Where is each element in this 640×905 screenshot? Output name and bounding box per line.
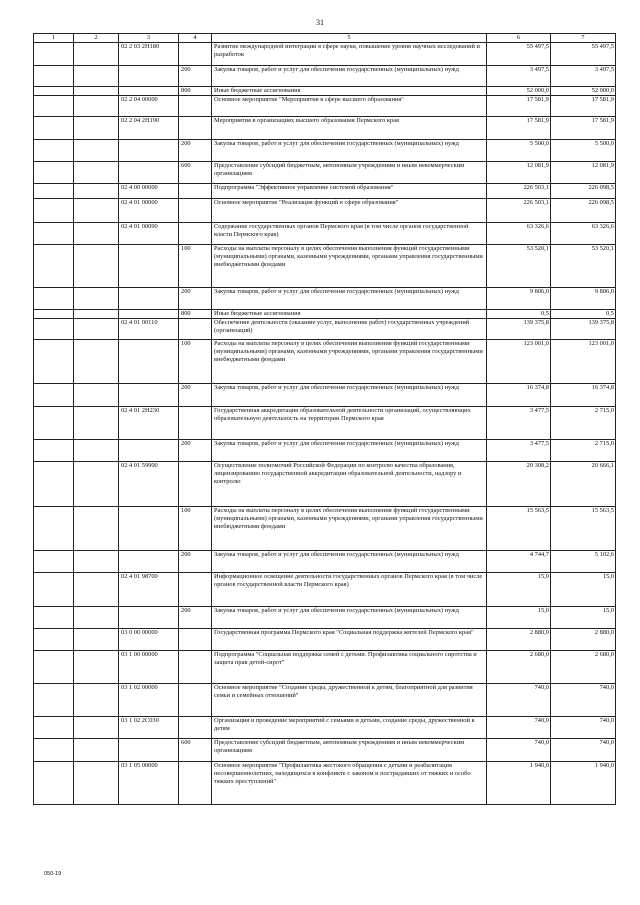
cell-type: 100 [179, 245, 212, 288]
cell-col2 [74, 629, 119, 651]
cell-code [119, 245, 179, 288]
table-row [34, 739, 616, 762]
cell-amount-1: 5 500,0 [487, 140, 551, 162]
cell-name: Предоставление субсидий бюджетным, автономным учреждениям и иным некоммерческим организациям [212, 162, 487, 184]
cell-col2 [74, 607, 119, 629]
cell-col1 [34, 162, 74, 184]
cell-name: Обеспечение деятельности (оказание услуг, выполнение работ) государственных учреждений (организаций) [212, 319, 487, 340]
cell-code: 03 0 00 00000 [119, 629, 179, 651]
cell-col1 [34, 407, 74, 440]
cell-amount-2: 2 715,0 [551, 440, 616, 462]
cell-code [119, 440, 179, 462]
cell-col2 [74, 43, 119, 66]
header-row [34, 34, 616, 43]
cell-col1 [34, 199, 74, 223]
cell-col1 [34, 573, 74, 607]
cell-amount-1: 17 581,9 [487, 117, 551, 140]
cell-amount-1: 17 581,9 [487, 96, 551, 117]
page-number: 31 [316, 18, 324, 27]
cell-amount-1: 3 477,5 [487, 440, 551, 462]
column-header-1: 1 [34, 34, 74, 43]
cell-amount-2: 2 680,0 [551, 651, 616, 684]
cell-amount-2: 0,5 [551, 310, 616, 319]
table-row [34, 319, 616, 340]
column-header-6: 6 [487, 34, 551, 43]
cell-amount-2: 16 374,8 [551, 384, 616, 407]
cell-amount-2: 9 806,0 [551, 288, 616, 310]
column-header-3: 3 [119, 34, 179, 43]
cell-name: Закупка товаров, работ и услуг для обеспечения государственных (муниципальных) нужд [212, 607, 487, 629]
cell-col2 [74, 717, 119, 739]
table-row [34, 384, 616, 407]
cell-amount-1: 16 374,8 [487, 384, 551, 407]
cell-col2 [74, 310, 119, 319]
cell-code [119, 507, 179, 551]
cell-col1 [34, 607, 74, 629]
cell-amount-1: 52 000,0 [487, 87, 551, 96]
budget-table [33, 33, 616, 805]
cell-type [179, 407, 212, 440]
cell-amount-1: 740,0 [487, 739, 551, 762]
cell-amount-2: 63 326,6 [551, 223, 616, 245]
cell-code [119, 739, 179, 762]
cell-amount-2: 17 581,9 [551, 117, 616, 140]
cell-col2 [74, 407, 119, 440]
cell-name: Закупка товаров, работ и услуг для обеспечения государственных (муниципальных) нужд [212, 66, 487, 87]
table-row [34, 43, 616, 66]
cell-amount-2: 53 520,1 [551, 245, 616, 288]
cell-code: 02 4 00 00000 [119, 184, 179, 199]
cell-col1 [34, 717, 74, 739]
cell-type: 800 [179, 310, 212, 319]
cell-amount-2: 123 001,0 [551, 340, 616, 384]
cell-amount-1: 740,0 [487, 717, 551, 739]
table-row [34, 762, 616, 805]
cell-col2 [74, 739, 119, 762]
cell-amount-1: 123 001,0 [487, 340, 551, 384]
cell-type: 200 [179, 66, 212, 87]
cell-col1 [34, 288, 74, 310]
table-row [34, 629, 616, 651]
cell-col2 [74, 319, 119, 340]
table-row [34, 223, 616, 245]
cell-amount-2: 226 098,5 [551, 199, 616, 223]
cell-code [119, 384, 179, 407]
cell-code: 02 4 01 59900 [119, 462, 179, 507]
cell-amount-2: 5 102,6 [551, 551, 616, 573]
cell-name: Подпрограмма "Эффективное управление системой образования" [212, 184, 487, 199]
table-row [34, 117, 616, 140]
cell-name: Закупка товаров, работ и услуг для обеспечения государственных (муниципальных) нужд [212, 440, 487, 462]
cell-code: 02 2 04 00000 [119, 96, 179, 117]
cell-code: 03 1 00 00000 [119, 651, 179, 684]
cell-col1 [34, 340, 74, 384]
cell-type [179, 573, 212, 607]
cell-col1 [34, 507, 74, 551]
cell-name: Расходы на выплаты персоналу в целях обеспечения выполнения функций государственными (муниципальными) органами, казенными учреждениями, органами управления государственными внебюджетными фондами [212, 507, 487, 551]
cell-col1 [34, 223, 74, 245]
cell-code: 02 4 01 98700 [119, 573, 179, 607]
cell-type: 200 [179, 551, 212, 573]
cell-col2 [74, 651, 119, 684]
cell-type: 200 [179, 440, 212, 462]
cell-amount-1: 15,0 [487, 607, 551, 629]
table-row [34, 340, 616, 384]
cell-col2 [74, 162, 119, 184]
cell-col2 [74, 223, 119, 245]
cell-code [119, 87, 179, 96]
cell-col1 [34, 319, 74, 340]
cell-amount-1: 226 503,1 [487, 184, 551, 199]
cell-col2 [74, 573, 119, 607]
table-row [34, 87, 616, 96]
column-header-2: 2 [74, 34, 119, 43]
cell-col2 [74, 288, 119, 310]
table-row [34, 184, 616, 199]
cell-type [179, 43, 212, 66]
table-row [34, 462, 616, 507]
cell-col2 [74, 684, 119, 717]
cell-amount-2: 15,0 [551, 607, 616, 629]
cell-col1 [34, 184, 74, 199]
cell-col1 [34, 684, 74, 717]
cell-col1 [34, 66, 74, 87]
cell-name: Иные бюджетные ассигнования [212, 310, 487, 319]
column-header-4: 4 [179, 34, 212, 43]
cell-col1 [34, 762, 74, 805]
column-header-5: 5 [212, 34, 487, 43]
cell-col2 [74, 245, 119, 288]
cell-code: 03 1 05 00000 [119, 762, 179, 805]
table-row [34, 440, 616, 462]
cell-amount-2: 3 497,5 [551, 66, 616, 87]
cell-col2 [74, 184, 119, 199]
cell-type [179, 319, 212, 340]
cell-type [179, 462, 212, 507]
cell-col1 [34, 629, 74, 651]
cell-code [119, 140, 179, 162]
cell-type [179, 684, 212, 717]
cell-type: 200 [179, 384, 212, 407]
cell-name: Мероприятия в организациях высшего образования Пермского края [212, 117, 487, 140]
cell-type [179, 199, 212, 223]
table-row [34, 684, 616, 717]
cell-col1 [34, 310, 74, 319]
cell-type [179, 184, 212, 199]
cell-col1 [34, 117, 74, 140]
cell-amount-1: 53 520,1 [487, 245, 551, 288]
table-row [34, 96, 616, 117]
cell-amount-1: 4 744,7 [487, 551, 551, 573]
table-row [34, 573, 616, 607]
cell-amount-2: 1 940,0 [551, 762, 616, 805]
cell-col2 [74, 66, 119, 87]
cell-code: 02 4 01 00090 [119, 223, 179, 245]
cell-col2 [74, 551, 119, 573]
cell-col2 [74, 199, 119, 223]
cell-type: 600 [179, 739, 212, 762]
cell-col2 [74, 462, 119, 507]
cell-type: 200 [179, 140, 212, 162]
table-row [34, 310, 616, 319]
table-row [34, 199, 616, 223]
cell-type: 200 [179, 288, 212, 310]
cell-col1 [34, 245, 74, 288]
cell-amount-1: 15 563,5 [487, 507, 551, 551]
cell-code: 02 2 04 2Н190 [119, 117, 179, 140]
cell-type [179, 223, 212, 245]
cell-col2 [74, 87, 119, 96]
cell-amount-2: 12 081,9 [551, 162, 616, 184]
cell-name: Расходы на выплаты персоналу в целях обеспечения выполнения функций государственными (муниципальными) органами, казенными учреждениями, органами управления государственными внебюджетными фондами [212, 245, 487, 288]
cell-code: 02 4 01 00000 [119, 199, 179, 223]
table-row [34, 551, 616, 573]
cell-amount-1: 55 497,5 [487, 43, 551, 66]
cell-amount-1: 740,0 [487, 684, 551, 717]
cell-amount-2: 55 497,5 [551, 43, 616, 66]
cell-name: Государственная аккредитация образовательной деятельности организаций, осуществляющих образовательную деятельность на территории Пермского края [212, 407, 487, 440]
cell-type [179, 629, 212, 651]
cell-name: Иные бюджетные ассигнования [212, 87, 487, 96]
cell-name: Развитие международной интеграции в сфере науки, повышение уровня научных исследований и разработок [212, 43, 487, 66]
cell-amount-2: 15 563,5 [551, 507, 616, 551]
cell-name: Закупка товаров, работ и услуг для обеспечения государственных (муниципальных) нужд [212, 551, 487, 573]
cell-code: 02 4 01 2Н230 [119, 407, 179, 440]
cell-col2 [74, 507, 119, 551]
cell-amount-2: 2 880,0 [551, 629, 616, 651]
cell-name: Содержание государственных органов Пермского края (в том числе органов государственной власти Пермского края) [212, 223, 487, 245]
table-row [34, 162, 616, 184]
cell-amount-1: 20 308,2 [487, 462, 551, 507]
cell-amount-1: 3 477,5 [487, 407, 551, 440]
cell-amount-1: 1 940,0 [487, 762, 551, 805]
cell-col1 [34, 384, 74, 407]
cell-col1 [34, 739, 74, 762]
cell-type [179, 117, 212, 140]
cell-name: Основное мероприятие "Мероприятия в сфере высшего образования" [212, 96, 487, 117]
cell-col1 [34, 140, 74, 162]
cell-type [179, 651, 212, 684]
cell-col2 [74, 140, 119, 162]
cell-name: Основное мероприятие "Профилактика жестокого обращения с детьми и реабилитация несовершеннолетних, находящихся в конфликте с законом и пострадавших от тяжких и особо тяжких преступлений" [212, 762, 487, 805]
cell-col1 [34, 462, 74, 507]
cell-code: 02 2 03 2Н180 [119, 43, 179, 66]
cell-col1 [34, 440, 74, 462]
table-row [34, 717, 616, 739]
cell-type [179, 717, 212, 739]
cell-amount-2: 20 666,1 [551, 462, 616, 507]
cell-code [119, 288, 179, 310]
cell-amount-1: 226 503,1 [487, 199, 551, 223]
cell-col2 [74, 384, 119, 407]
cell-amount-1: 3 497,5 [487, 66, 551, 87]
cell-amount-1: 15,0 [487, 573, 551, 607]
cell-type: 200 [179, 607, 212, 629]
cell-name: Основное мероприятие "Реализация функций в сфере образования" [212, 199, 487, 223]
cell-amount-2: 226 098,5 [551, 184, 616, 199]
cell-name: Организация и проведение мероприятий с семьями и детьми, создание среды, дружественной к детям [212, 717, 487, 739]
cell-name: Предоставление субсидий бюджетным, автономным учреждениям и иным некоммерческим организациям [212, 739, 487, 762]
cell-amount-2: 740,0 [551, 739, 616, 762]
cell-name: Подпрограмма "Социальная поддержка семей с детьми. Профилактика социального сиротства и защита прав детей-сирот" [212, 651, 487, 684]
cell-amount-2: 52 000,0 [551, 87, 616, 96]
cell-name: Закупка товаров, работ и услуг для обеспечения государственных (муниципальных) нужд [212, 384, 487, 407]
column-header-7: 7 [551, 34, 616, 43]
cell-amount-2: 2 715,0 [551, 407, 616, 440]
cell-code: 02 4 01 00110 [119, 319, 179, 340]
cell-type [179, 762, 212, 805]
cell-name: Закупка товаров, работ и услуг для обеспечения государственных (муниципальных) нужд [212, 140, 487, 162]
table-row [34, 245, 616, 288]
cell-name: Расходы на выплаты персоналу в целях обеспечения выполнения функций государственными (муниципальными) органами, казенными учреждениями, органами управления государственными внебюджетными фондами [212, 340, 487, 384]
cell-amount-2: 740,0 [551, 717, 616, 739]
cell-code [119, 310, 179, 319]
cell-col2 [74, 440, 119, 462]
cell-type: 800 [179, 87, 212, 96]
cell-amount-1: 63 326,6 [487, 223, 551, 245]
cell-code [119, 607, 179, 629]
table-row [34, 507, 616, 551]
cell-amount-1: 0,5 [487, 310, 551, 319]
cell-name: Основное мероприятие "Создание среды, дружественной к детям, благоприятной для развития семьи и семейных отношений" [212, 684, 487, 717]
cell-amount-1: 2 880,0 [487, 629, 551, 651]
cell-amount-2: 740,0 [551, 684, 616, 717]
cell-amount-1: 12 081,9 [487, 162, 551, 184]
cell-amount-1: 9 806,0 [487, 288, 551, 310]
cell-amount-2: 5 500,0 [551, 140, 616, 162]
table-row [34, 140, 616, 162]
table-row [34, 66, 616, 87]
cell-code [119, 162, 179, 184]
cell-code [119, 66, 179, 87]
cell-code: 03 1 02 2С030 [119, 717, 179, 739]
cell-name: Информационное освещение деятельности государственных органов Пермского края (в том числе органов государственной власти Пермского края) [212, 573, 487, 607]
cell-col1 [34, 96, 74, 117]
table-row [34, 651, 616, 684]
cell-amount-2: 17 581,9 [551, 96, 616, 117]
cell-code [119, 551, 179, 573]
cell-col1 [34, 651, 74, 684]
cell-type: 100 [179, 340, 212, 384]
cell-col2 [74, 96, 119, 117]
cell-col1 [34, 43, 74, 66]
cell-amount-1: 2 680,0 [487, 651, 551, 684]
cell-name: Закупка товаров, работ и услуг для обеспечения государственных (муниципальных) нужд [212, 288, 487, 310]
cell-col2 [74, 762, 119, 805]
cell-type [179, 96, 212, 117]
footer-code: 050-19 [44, 871, 62, 877]
cell-name: Осуществление полномочий Российской Федерации по контролю качества образования, лицензированию государственной аккредитации образовательной деятельности, надзору и контролю [212, 462, 487, 507]
cell-col1 [34, 551, 74, 573]
table-row [34, 407, 616, 440]
table-row [34, 288, 616, 310]
cell-code [119, 340, 179, 384]
cell-amount-2: 15,0 [551, 573, 616, 607]
cell-type: 100 [179, 507, 212, 551]
cell-code: 03 1 02 00000 [119, 684, 179, 717]
cell-col2 [74, 117, 119, 140]
cell-col2 [74, 340, 119, 384]
cell-col1 [34, 87, 74, 96]
cell-name: Государственная программа Пермского края "Социальная поддержка жителей Пермского края" [212, 629, 487, 651]
cell-amount-1: 139 375,8 [487, 319, 551, 340]
cell-type: 600 [179, 162, 212, 184]
cell-amount-2: 139 375,8 [551, 319, 616, 340]
table-row [34, 607, 616, 629]
